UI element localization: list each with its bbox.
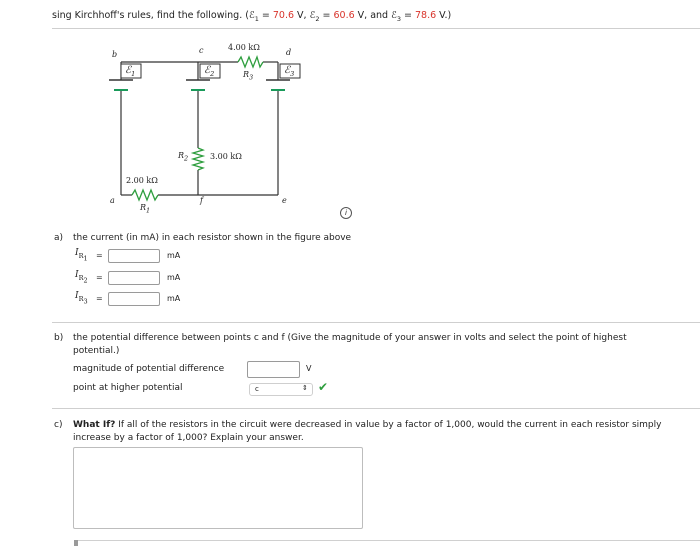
current-r1-label — [75, 248, 88, 262]
resistor-r2-zigzag — [193, 148, 203, 170]
emf1-label — [125, 65, 135, 78]
node-b-label: b — [112, 50, 118, 59]
divider-b-c — [52, 408, 700, 409]
current-r2-label — [75, 270, 88, 284]
resistor-r2-sub: 2 — [184, 154, 189, 163]
part-b-question-line2: potential.) — [73, 346, 120, 356]
bottom-toolbar-line — [74, 540, 700, 541]
resistor-r2-label — [178, 151, 188, 163]
emf2-label-sub: 2 — [210, 70, 215, 78]
current-r3-eq: = — [96, 294, 103, 303]
current-r2-eq: = — [96, 273, 103, 282]
part-c-question-line1 — [73, 420, 661, 430]
part-c-question-rest: If all of the resistors in the circuit were decreased in value by a factor of 1,000, would the current in each resistor simply — [115, 420, 662, 430]
explanation-textarea[interactable] — [73, 447, 363, 529]
point-label: point at higher potential — [73, 383, 183, 393]
emf3-label-sub: 3 — [290, 70, 295, 78]
resistor-r1-letter: R — [140, 203, 147, 212]
current-r1-unit: mA — [167, 251, 181, 260]
emf3-label-symbol: ℰ — [284, 65, 291, 76]
divider-a-b — [52, 322, 700, 323]
info-icon[interactable]: i — [340, 207, 352, 219]
current-r3-sub1: R — [78, 294, 84, 303]
resistor-r3-letter: R — [243, 70, 250, 79]
part-a-letter: a) — [54, 233, 64, 243]
current-r1-input[interactable] — [108, 249, 160, 263]
header-unit1: V, — [294, 10, 310, 21]
emf1-symbol: ℰ — [248, 10, 255, 21]
emf1-subscript: 1 — [254, 14, 259, 23]
header-prefix: sing Kirchhoff's rules, find the following. ( — [52, 10, 249, 21]
point-selected: c — [255, 385, 259, 393]
current-r2-sub2: 2 — [83, 276, 88, 285]
current-r3-letter: I — [75, 291, 79, 301]
point-select[interactable] — [249, 383, 313, 396]
emf2-label-symbol: ℰ — [204, 65, 211, 76]
emf1-label-sub: 1 — [131, 70, 136, 78]
magnitude-label: magnitude of potential difference — [73, 364, 225, 374]
part-b-letter: b) — [54, 333, 64, 343]
current-r3-label — [75, 291, 88, 305]
current-r1-eq: = — [96, 251, 103, 260]
part-b-question-line1: the potential difference between points c and f (Give the magnitude of your answer in volts and select the point of highest — [73, 333, 627, 343]
resistor-r2-value: 3.00 kΩ — [210, 152, 242, 161]
node-d-label: d — [286, 48, 292, 57]
current-r3-unit: mA — [167, 294, 181, 303]
current-r3-input[interactable] — [108, 292, 160, 306]
node-e-label: e — [282, 196, 287, 205]
check-mark: ✔ — [318, 380, 329, 394]
resistor-r1-label — [140, 203, 150, 215]
emf2-value: 60.6 — [333, 10, 355, 21]
header-unit2: V, and — [354, 10, 392, 21]
resistor-r1-zigzag — [132, 190, 158, 200]
emf1-label-symbol: ℰ — [125, 65, 132, 76]
part-a-question: the current (in mA) in each resistor shown in the figure above — [73, 233, 352, 243]
header-eq3: = — [401, 10, 415, 21]
circuit-diagram — [0, 0, 700, 230]
emf2-label — [204, 65, 214, 78]
part-c-letter: c) — [54, 420, 63, 430]
select-chevron-icon: ⇕ — [302, 384, 308, 392]
emf2-symbol: ℰ — [309, 10, 316, 21]
current-r1-sub1: R — [78, 251, 84, 260]
resize-handle[interactable] — [74, 540, 78, 546]
current-r2-sub1: R — [78, 273, 84, 282]
check-icon — [318, 380, 328, 394]
current-r2-letter: I — [75, 270, 79, 280]
resistor-r3-value: 4.00 kΩ — [228, 43, 260, 52]
header-unit3: V.) — [436, 10, 452, 21]
current-r2-unit: mA — [167, 273, 181, 282]
resistor-r1-sub: 1 — [146, 206, 151, 215]
resistor-r3-sub: 3 — [249, 73, 254, 82]
header-eq1: = — [258, 10, 273, 21]
emf3-symbol: ℰ — [391, 10, 397, 21]
emf3-label — [284, 65, 294, 78]
magnitude-input[interactable] — [247, 361, 300, 378]
emf3-subscript: 3 — [396, 14, 401, 23]
resistor-r1-value: 2.00 kΩ — [126, 176, 158, 185]
current-r1-letter: I — [75, 248, 79, 258]
resistor-r3-label — [243, 70, 253, 82]
emf3-value: 78.6 — [415, 10, 437, 21]
magnitude-unit: V — [306, 364, 312, 373]
header-eq2: = — [319, 10, 334, 21]
resistor-r2-letter: R — [178, 151, 185, 160]
node-a-label: a — [110, 196, 115, 205]
emf1-value: 70.6 — [272, 10, 295, 21]
current-r2-input[interactable] — [108, 271, 160, 285]
current-r1-sub2: 1 — [83, 254, 88, 263]
current-r3-sub2: 3 — [83, 297, 88, 306]
node-f-label: f — [200, 196, 203, 205]
part-c-question-line2: increase by a factor of 1,000? Explain your answer. — [73, 433, 304, 443]
resistor-r3-zigzag — [238, 57, 263, 67]
emf2-subscript: 2 — [315, 14, 320, 23]
part-c-bold: What If? — [73, 420, 116, 430]
node-c-label: c — [199, 46, 204, 55]
